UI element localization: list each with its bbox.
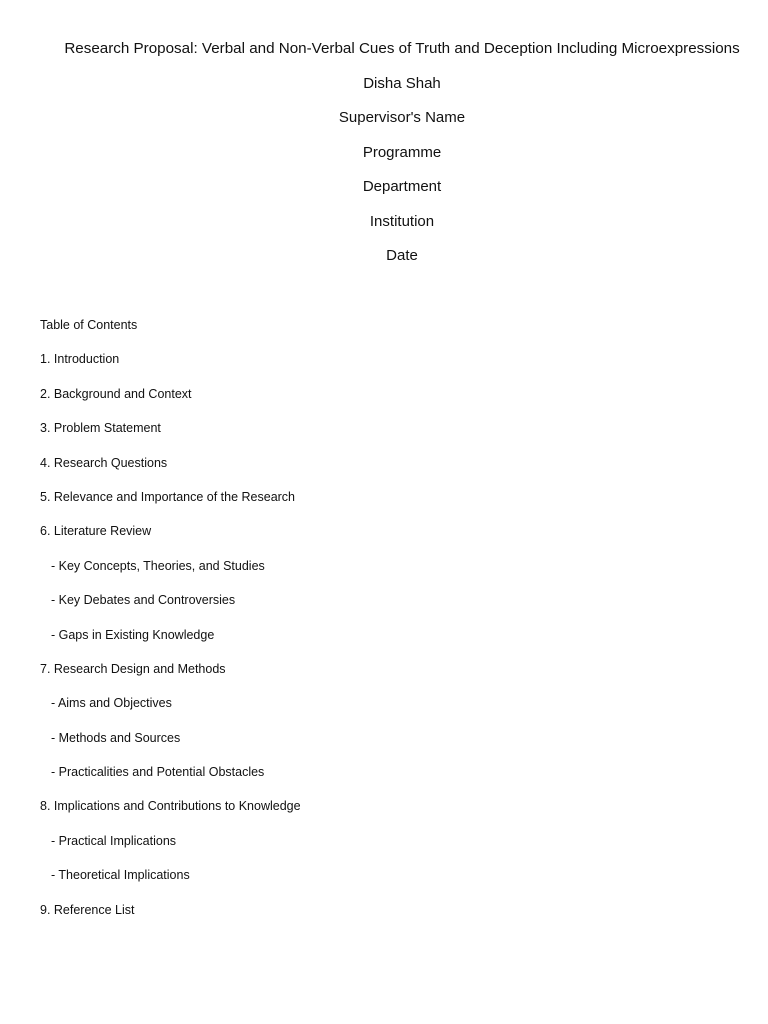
toc-list <box>40 351 740 917</box>
toc-item: 6. Literature Review <box>40 524 152 539</box>
toc-subitem: - Practical Implications <box>51 833 177 848</box>
supervisor-name: Supervisor's Name <box>338 109 466 126</box>
programme-name: Programme <box>362 143 442 161</box>
toc-subitem: - Key Debates and Controversies <box>51 593 236 608</box>
toc-item: 3. Problem Statement <box>40 421 161 436</box>
department-name: Department <box>362 178 442 195</box>
toc-item: 4. Research Questions <box>40 455 168 470</box>
toc-item: 2. Background and Context <box>40 386 192 401</box>
table-of-contents <box>40 317 740 918</box>
toc-subitem: - Gaps in Existing Knowledge <box>51 627 215 642</box>
toc-subitem: - Theoretical Implications <box>51 868 190 883</box>
toc-item: 8. Implications and Contributions to Knowledge <box>40 799 301 814</box>
toc-item: 9. Reference List <box>40 902 135 917</box>
institution-name: Institution <box>369 212 435 230</box>
toc-subitem: - Practicalities and Potential Obstacles <box>51 765 265 780</box>
toc-subitem: - Key Concepts, Theories, and Studies <box>51 558 265 573</box>
toc-subitem: - Aims and Objectives <box>51 696 172 711</box>
document-date: Date <box>386 247 418 264</box>
toc-item: 1. Introduction <box>40 352 120 367</box>
toc-item: 7. Research Design and Methods <box>40 661 226 676</box>
toc-subitem: - Methods and Sources <box>51 730 181 745</box>
toc-heading: Table of Contents <box>40 318 138 332</box>
cover-block <box>36 40 768 265</box>
author-name: Disha Shah <box>363 74 441 92</box>
toc-item: 5. Relevance and Importance of the Research <box>40 489 296 504</box>
document-title: Research Proposal: Verbal and Non-Verbal Cues of Truth and Deception Including Microexpressions <box>64 40 740 57</box>
